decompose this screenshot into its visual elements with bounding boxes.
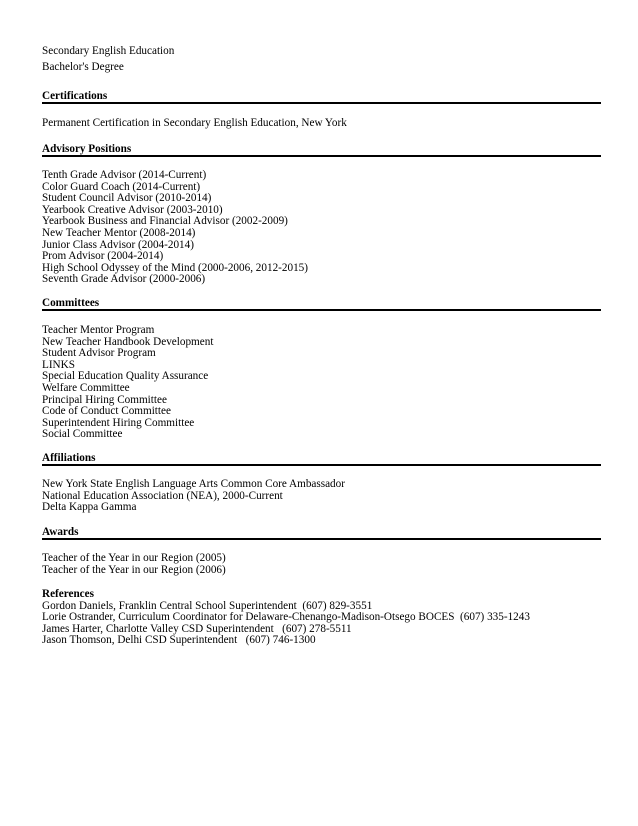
list-item: Student Advisor Program bbox=[42, 347, 156, 360]
awards-list bbox=[42, 553, 226, 576]
list-item: Social Committee bbox=[42, 428, 123, 441]
list-item: LINKS bbox=[42, 358, 75, 371]
list-item: New Teacher Handbook Development bbox=[42, 335, 214, 348]
list-item: Jason Thomson, Delhi CSD Superintendent (607) 746-1300 bbox=[42, 634, 316, 647]
list-item: Delta Kappa Gamma bbox=[42, 501, 137, 514]
list-item: Welfare Committee bbox=[42, 381, 130, 394]
list-item: National Education Association (NEA), 2000-Current bbox=[42, 489, 283, 502]
list-item: Yearbook Business and Financial Advisor (2002-2009) bbox=[42, 215, 288, 228]
affiliations-heading: Affiliations bbox=[42, 452, 96, 464]
list-item: Student Council Advisor (2010-2014) bbox=[42, 192, 212, 205]
affiliations-list bbox=[42, 479, 345, 514]
list-item: Lorie Ostrander, Curriculum Coordinator for Delaware-Chenango-Madison-Otsego BOCES (607) 335-1243 bbox=[42, 611, 530, 624]
list-item: Teacher Mentor Program bbox=[42, 324, 155, 336]
list-item: Gordon Daniels, Franklin Central School Superintendent (607) 829-3551 bbox=[42, 599, 373, 612]
list-item: James Harter, Charlotte Valley CSD Superintendent (607) 278-5511 bbox=[42, 622, 352, 635]
list-item: Permanent Certification in Secondary English Education, New York bbox=[42, 117, 347, 129]
list-item: Superintendent Hiring Committee bbox=[42, 416, 195, 429]
committees-divider bbox=[42, 309, 601, 311]
list-item: Principal Hiring Committee bbox=[42, 393, 167, 406]
advisory-divider bbox=[42, 155, 601, 157]
affiliations-divider bbox=[42, 464, 601, 466]
advisory-heading: Advisory Positions bbox=[42, 143, 132, 155]
list-item: Special Education Quality Assurance bbox=[42, 370, 209, 383]
list-item: New Teacher Mentor (2008-2014) bbox=[42, 226, 196, 239]
certifications-heading: Certifications bbox=[42, 90, 108, 102]
education-line: Secondary English Education bbox=[42, 45, 175, 57]
committees-heading: Committees bbox=[42, 297, 100, 309]
list-item: Tenth Grade Advisor (2014-Current) bbox=[42, 169, 207, 181]
education-line: Bachelor's Degree bbox=[42, 60, 124, 73]
list-item: High School Odyssey of the Mind (2000-2006, 2012-2015) bbox=[42, 261, 308, 274]
list-item: Junior Class Advisor (2004-2014) bbox=[42, 238, 194, 251]
list-item: Teacher of the Year in our Region (2006) bbox=[42, 563, 226, 576]
awards-heading: Awards bbox=[42, 526, 79, 538]
list-item: New York State English Language Arts Common Core Ambassador bbox=[42, 478, 345, 490]
references-block bbox=[42, 589, 530, 647]
list-item: Seventh Grade Advisor (2000-2006) bbox=[42, 273, 206, 286]
education-block bbox=[42, 46, 174, 73]
committees-list bbox=[42, 325, 213, 441]
list-item: Yearbook Creative Advisor (2003-2010) bbox=[42, 203, 223, 216]
list-item: Prom Advisor (2004-2014) bbox=[42, 250, 164, 263]
certifications-list bbox=[42, 118, 347, 130]
advisory-list bbox=[42, 170, 308, 286]
list-item: Code of Conduct Committee bbox=[42, 405, 171, 418]
list-item: Color Guard Coach (2014-Current) bbox=[42, 180, 201, 193]
list-item: Teacher of the Year in our Region (2005) bbox=[42, 552, 226, 564]
certifications-divider bbox=[42, 102, 601, 104]
references-heading: References bbox=[42, 588, 94, 600]
awards-divider bbox=[42, 538, 601, 540]
